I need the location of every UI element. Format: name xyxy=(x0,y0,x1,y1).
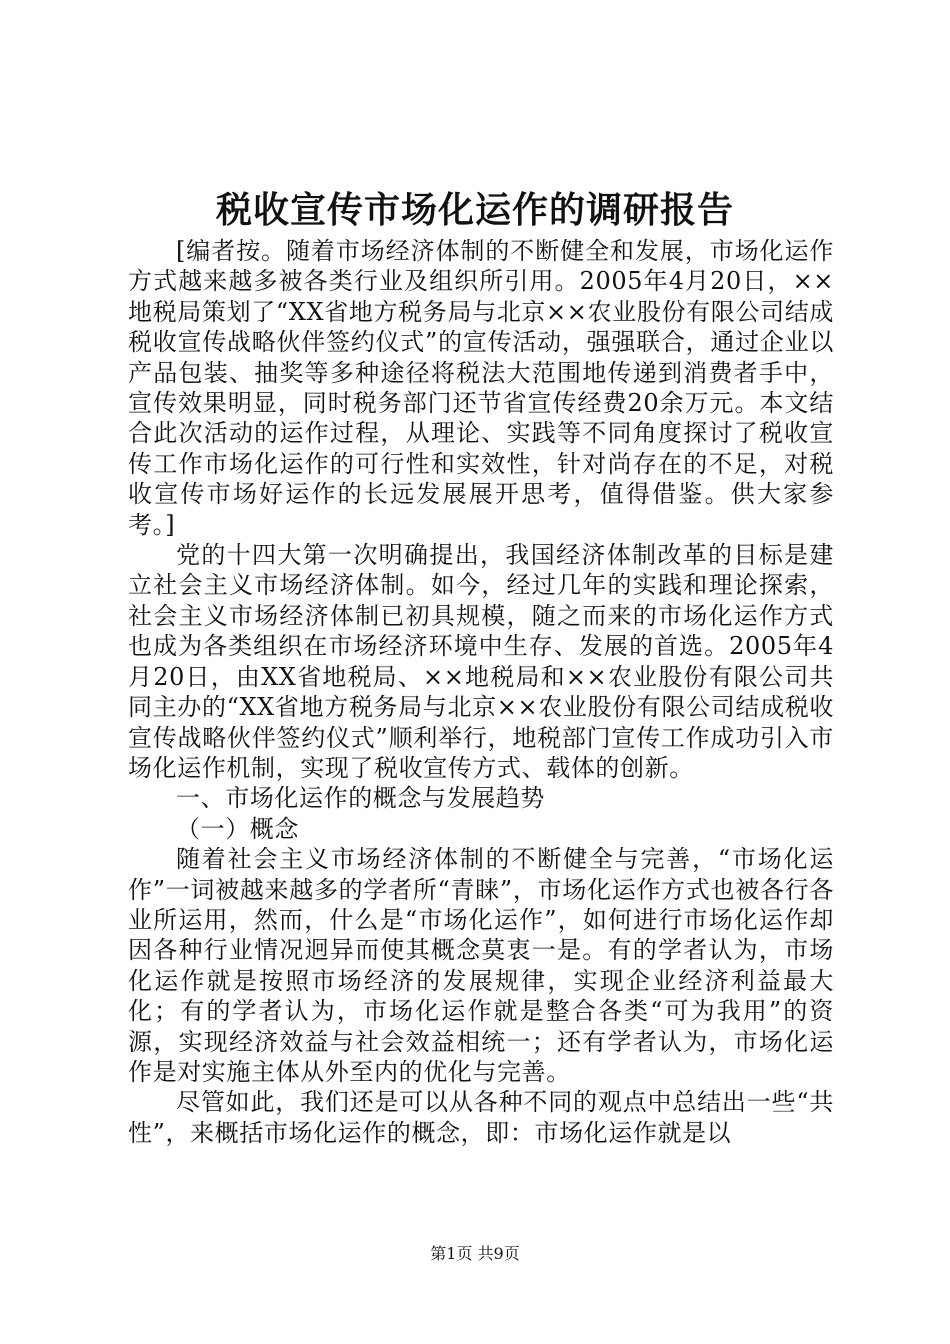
page-footer: 第1页 共9页 xyxy=(430,1244,520,1263)
intro-paragraph: 党的十四大第一次明确提出，我国经济体制改革的目标是建立社会主义市场经济体制。如今，经过几年的实践和理论探索，社会主义市场经济体制已初具规模，随之而来的市场化运作方式也成为各类组织在市场经济环境中生存、发展的首选。2005年4月20日，由XX省地税局、××地税局和××农业股份有限公司共同主办的“XX省地方税务局与北京××农业股份有限公司结成税收宣传战略伙伴签约仪式”顺利举行，地税部门宣传工作成功引入市场化运作机制，实现了税收宣传方式、载体的创新。 xyxy=(128,541,834,782)
document-title: 税收宣传市场化运作的调研报告 xyxy=(215,189,734,231)
concept-paragraph: 随着社会主义市场经济体制的不断健全与完善，“市场化运作”一词被越来越多的学者所“青睐”，市场化运作方式也被各行各业所运用，然而，什么是“市场化运作”，如何进行市场化运作却因各种行业情况迥异而使其概念莫衷一是。有的学者认为，市场化运作就是按照市场经济的发展规律，实现企业经济利益最大化；有的学者认为，市场化运作就是整合各类“可为我用”的资源，实现经济效益与社会效益相统一；还有学者认为，市场化运作是对实施主体从外至内的优化与完善。 xyxy=(128,845,834,1086)
editor-note-paragraph: [编者按。随着市场经济体制的不断健全和发展，市场化运作方式越来越多被各类行业及组织所引用。2005年4月20日，××地税局策划了“XX省地方税务局与北京××农业股份有限公司结成税收宣传战略伙伴签约仪式”的宣传活动，强强联合，通过企业以产品包装、抽奖等多种途径将税法大范围地传递到消费者手中，宣传效果明显，同时税务部门还节省宣传经费20余万元。本文结合此次活动的运作过程，从理论、实践等不同角度探讨了税收宣传工作市场化运作的可行性和实效性，针对尚存在的不足，对税收宣传市场好运作的长远发展展开思考，值得借鉴。供大家参考。] xyxy=(128,237,834,539)
subsection-heading: （一）概念 xyxy=(176,814,299,843)
section-heading: 一、市场化运作的概念与发展趋势 xyxy=(176,784,545,813)
document-body xyxy=(128,236,834,1148)
summary-paragraph: 尽管如此，我们还是可以从各种不同的观点中总结出一些“共性”，来概括市场化运作的概念，即：市场化运作就是以 xyxy=(128,1088,834,1147)
